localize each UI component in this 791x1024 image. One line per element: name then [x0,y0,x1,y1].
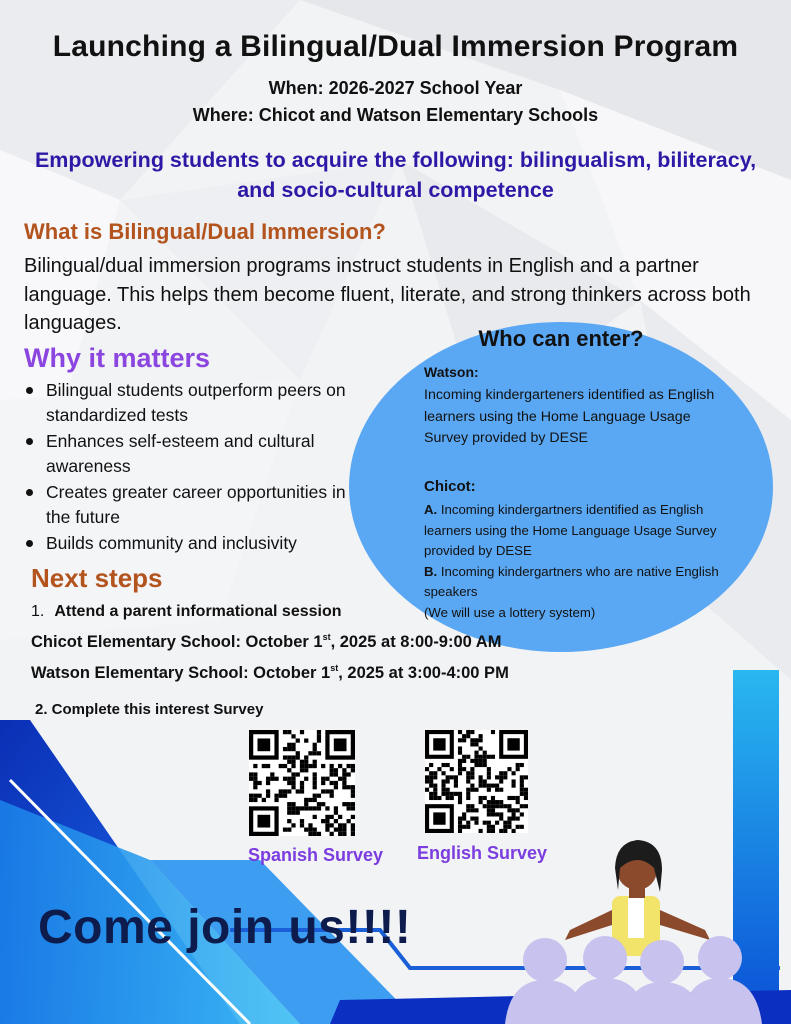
watson-session-sup: st [330,663,339,673]
chicot-session-text: Chicot Elementary School: October 1 [31,633,323,651]
watson-session-time: , 2025 at 3:00-4:00 PM [338,664,509,682]
step-1-text: Attend a parent informational session [54,603,342,620]
step-1 [31,603,342,621]
spanish-survey-qr-code[interactable] [249,730,355,836]
why-item: Builds community and inclusivity [46,533,297,553]
bullet-icon [26,540,33,547]
watson-session [31,663,509,683]
tagline: Empowering students to acquire the following: bilingualism, biliteracy, and socio-cultural competence [34,148,757,202]
watson-label: Watson: [424,364,479,380]
when-line: When: 2026-2027 School Year [268,78,523,98]
chicot-session [31,632,501,652]
why-item: Enhances self-esteem and cultural awareness [46,431,315,476]
next-steps-heading: Next steps [31,563,163,593]
what-heading: What is Bilingual/Dual Immersion? [24,219,386,244]
chicot-session-time: , 2025 at 8:00-9:00 AM [330,633,502,651]
bullet-icon [26,489,33,496]
option-a-label: A. [424,502,438,517]
call-to-action: Come join us!!!! [38,901,412,954]
list-item [24,429,364,479]
chicot-eligibility [424,500,734,623]
page-title: Launching a Bilingual/Dual Immersion Program [52,30,739,63]
english-survey-qr-code[interactable] [425,730,528,833]
watson-session-text: Watson Elementary School: October 1 [31,664,331,682]
who-heading: Who can enter? [478,326,644,351]
english-survey-label[interactable]: English Survey [417,843,548,863]
list-item [24,531,364,556]
why-item: Bilingual students outperform peers on standardized tests [46,380,346,425]
spanish-survey-label[interactable]: Spanish Survey [248,845,384,865]
lottery-note: (We will use a lottery system) [424,604,596,620]
why-item: Creates greater career opportunities in the future [46,482,346,527]
option-b-text: Incoming kindergartners who are native English speakers [424,563,719,599]
chicot-label: Chicot: [424,478,476,495]
list-item [24,378,364,428]
step-2: 2. Complete this interest Survey [35,701,264,718]
where-line: Where: Chicot and Watson Elementary Schools [192,105,599,125]
list-item [24,480,364,530]
option-a-text: Incoming kindergartners identified as English learners using the Home Language Usage Survey provided by DESE [424,502,717,558]
what-body: Bilingual/dual immersion programs instruct students in English and a partner language. This helps them become fluent, literate, and strong thinkers across both languages. [24,255,751,334]
chicot-session-sup: st [322,632,331,642]
option-b-label: B. [424,563,438,579]
step-1-number: 1. [31,603,45,620]
bullet-icon [26,438,33,445]
watson-eligibility: Incoming kindergarteners identified as English learners using the Home Language Usage Survey provided by DESE [424,387,715,446]
bullet-icon [26,387,33,394]
why-heading: Why it matters [24,343,211,373]
why-list [24,378,364,557]
